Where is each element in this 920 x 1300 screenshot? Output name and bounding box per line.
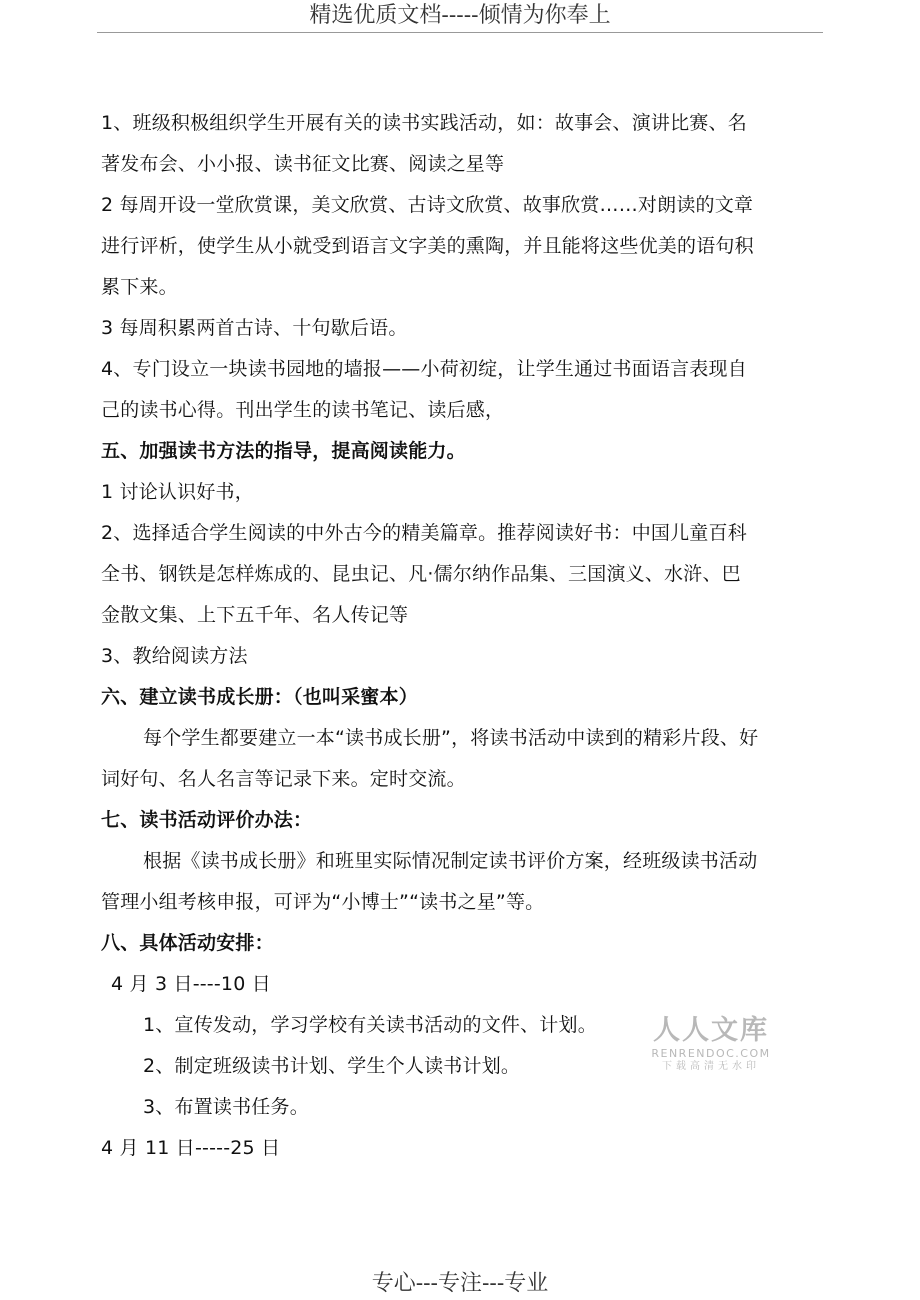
paragraph-line: 3 每周积累两首古诗、十句歇后语。 bbox=[101, 317, 408, 339]
paragraph-line: 2 每周开设一堂欣赏课，美文欣赏、古诗文欣赏、故事欣赏……对朗读的文章 bbox=[101, 194, 754, 216]
paragraph-line: 进行评析，使学生从小就受到语言文字美的熏陶，并且能将这些优美的语句积 bbox=[101, 235, 754, 257]
list-item: 2、制定班级读书计划、学生个人读书计划。 bbox=[143, 1055, 521, 1077]
section-heading: 六、建立读书成长册：（也叫采蜜本） bbox=[101, 686, 418, 708]
watermark-logo bbox=[646, 1015, 776, 1074]
section-heading: 五、加强读书方法的指导，提高阅读能力。 bbox=[101, 440, 466, 462]
paragraph-line: 全书、钢铁是怎样炼成的、昆虫记、凡·儒尔纳作品集、三国演义、水浒、巴 bbox=[101, 563, 741, 585]
watermark-domain: RENRENDOC.COM bbox=[651, 1047, 771, 1060]
paragraph-line: 1 讨论认识好书， bbox=[101, 481, 254, 503]
page-header: 精选优质文档-----倾情为你奉上 bbox=[309, 3, 611, 28]
paragraph-line: 词好句、名人名言等记录下来。定时交流。 bbox=[101, 768, 466, 790]
header-divider bbox=[97, 32, 823, 33]
page-footer: 专心---专注---专业 bbox=[371, 1271, 549, 1296]
list-item: 1、宣传发动，学习学校有关读书活动的文件、计划。 bbox=[143, 1014, 597, 1036]
paragraph-line: 累下来。 bbox=[101, 276, 178, 298]
paragraph-line: 己的读书心得。刊出学生的读书笔记、读后感， bbox=[101, 399, 505, 421]
paragraph-line: 4、专门设立一块读书园地的墙报——小荷初绽，让学生通过书面语言表现自 bbox=[101, 358, 747, 380]
date-range: 4 月 11 日-----25 日 bbox=[101, 1137, 281, 1159]
document-body bbox=[101, 103, 821, 1169]
paragraph-line: 金散文集、上下五千年、名人传记等 bbox=[101, 604, 409, 626]
paragraph-line: 1、班级积极组织学生开展有关的读书实践活动，如：故事会、演讲比赛、名 bbox=[101, 112, 747, 134]
paragraph-line: 管理小组考核申报，可评为“小博士”“读书之星”等。 bbox=[101, 891, 545, 913]
paragraph-line: 2、选择适合学生阅读的中外古今的精美篇章。推荐阅读好书：中国儿童百科 bbox=[101, 522, 747, 544]
watermark-title: 人人文库 bbox=[653, 1015, 769, 1046]
paragraph-line: 3、教给阅读方法 bbox=[101, 645, 248, 667]
paragraph-line: 根据《读书成长册》和班里实际情况制定读书评价方案，经班级读书活动 bbox=[143, 850, 758, 872]
watermark-slogan: 下载高清无水印 bbox=[662, 1061, 760, 1072]
paragraph-line: 每个学生都要建立一本“读书成长册”，将读书活动中读到的精彩片段、好 bbox=[143, 727, 759, 749]
list-item: 3、布置读书任务。 bbox=[143, 1096, 309, 1118]
paragraph-line: 著发布会、小小报、读书征文比赛、阅读之星等 bbox=[101, 153, 505, 175]
section-heading: 八、具体活动安排： bbox=[101, 932, 274, 954]
section-heading: 七、读书活动评价办法： bbox=[101, 809, 313, 831]
date-range: 4 月 3 日----10 日 bbox=[111, 973, 271, 995]
